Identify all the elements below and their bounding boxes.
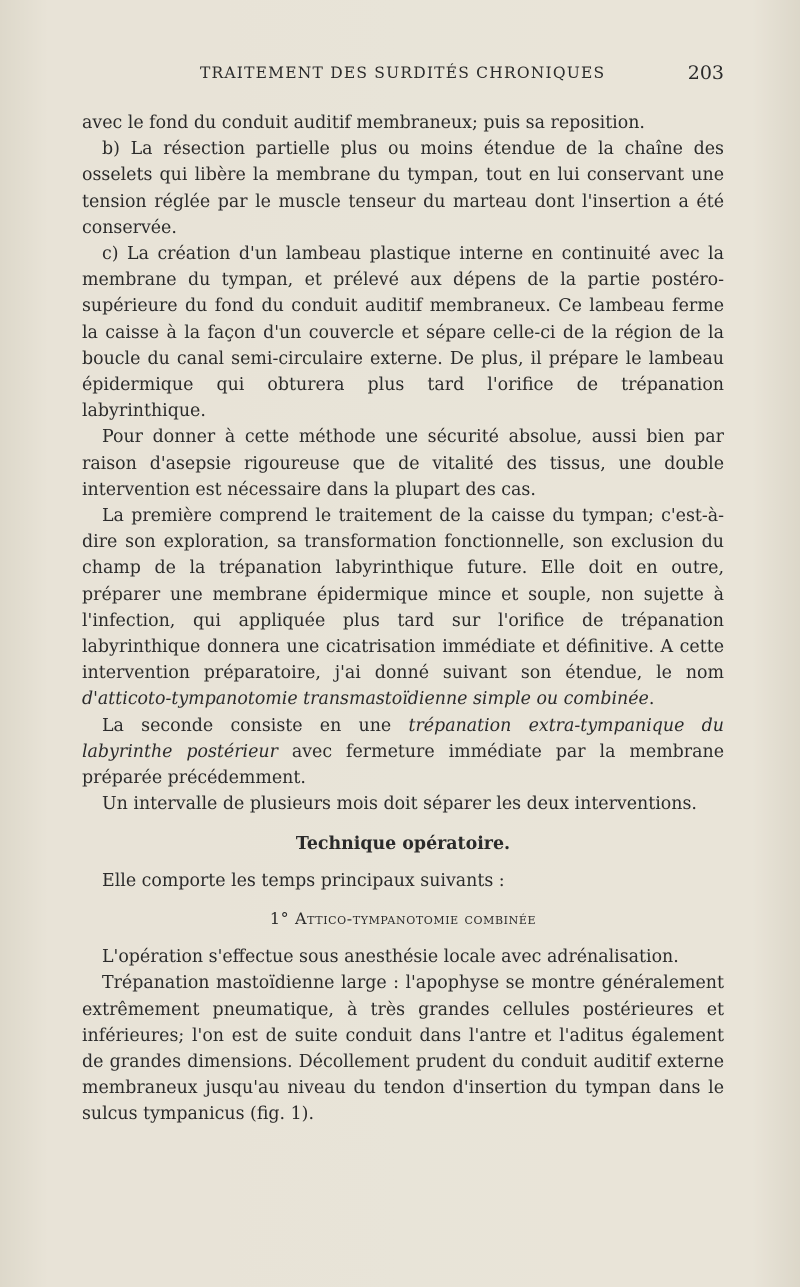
section-title: Technique opératoire. [295,834,511,855]
paragraph-9: L'opération s'effectue sous anesthésie locale avec adrénalisation. [102,947,679,968]
subsection-title: 1° Attico-tympanotomie combinée [269,908,537,928]
page-header [82,60,724,90]
paragraph-4: Pour donner à cette méthode une sécurité absolue, aussi bien par raison d'asepsie rigoureuse que de vitalité des tissus, une double intervention est nécessaire dans la plupart des cas. [82,427,724,500]
paragraph-1: avec le fond du conduit auditif membraneux; puis sa reposition. [82,113,645,133]
running-head: TRAITEMENT DES SURDITÉS CHRONIQUES [200,64,606,82]
paragraph-7: Un intervalle de plusieurs mois doit séparer les deux interventions. [102,794,697,815]
page-number: 203 [687,62,724,84]
paragraph-5-text: La première comprend le traitement de la caisse du tympan; c'est-à-dire son exploration, sa transformation fonctionnelle, son exclusion du champ de la trépanation labyrinthique future. Elle doit en outre, préparer une membrane épidermique mince et souple, non sujette à l'infection, qui appliquée plus tard sur l'orifice de trépanation labyrinthique donnera une cicatrisation immédiate et définitive. A cette intervention préparatoire, j'ai donné suivant son étendue, le nom [82,506,724,684]
paragraph-6-text: La seconde consiste en une [102,715,409,736]
paragraph-8: Elle comporte les temps principaux suivants : [102,870,505,891]
paragraph-6 [82,713,724,792]
paragraph-2: b) La résection partielle plus ou moins étendue de la chaîne des osselets qui libère la membrane du tympan, tout en lui conservant une tension réglée par le muscle tenseur du marteau dont l'insertion a été conservée. [82,139,724,238]
paragraph-6-end: avec fermeture immédiate par la membrane préparée précédemment. [82,741,724,789]
trepanation-italic: trépanation extra-tympanique du labyrinthe postérieur [82,715,725,762]
operation-name-italic: d'atticoto-tympanotomie transmastoïdienne simple ou combinée [82,689,649,710]
body-text [82,110,724,1128]
paragraph-5-end: . [648,689,655,710]
paragraph-5 [82,503,724,713]
paragraph-3: c) La création d'un lambeau plastique interne en continuité avec la membrane du tympan, et prélevé aux dépens de la partie postéro-supérieure du fond du conduit auditif membraneux. Ce lambeau ferme la caisse à la façon d'un couvercle et sépare celle-ci de la région de la boucle du canal semi-circulaire externe. De plus, il prépare le lambeau épidermique qui obturera plus tard l'orifice de trépanation labyrinthique. [82,244,724,422]
paragraph-10: Trépanation mastoïdienne large : l'apophyse se montre généralement extrêmement pneumatique, à très grandes cellules postérieures et inférieures; l'on est de suite conduit dans l'antre et l'aditus également de grandes dimensions. Décollement prudent du conduit auditif externe membraneux jusqu'au niveau du tendon d'insertion du tympan dans le sulcus tympanicus (fig. 1). [82,973,724,1125]
